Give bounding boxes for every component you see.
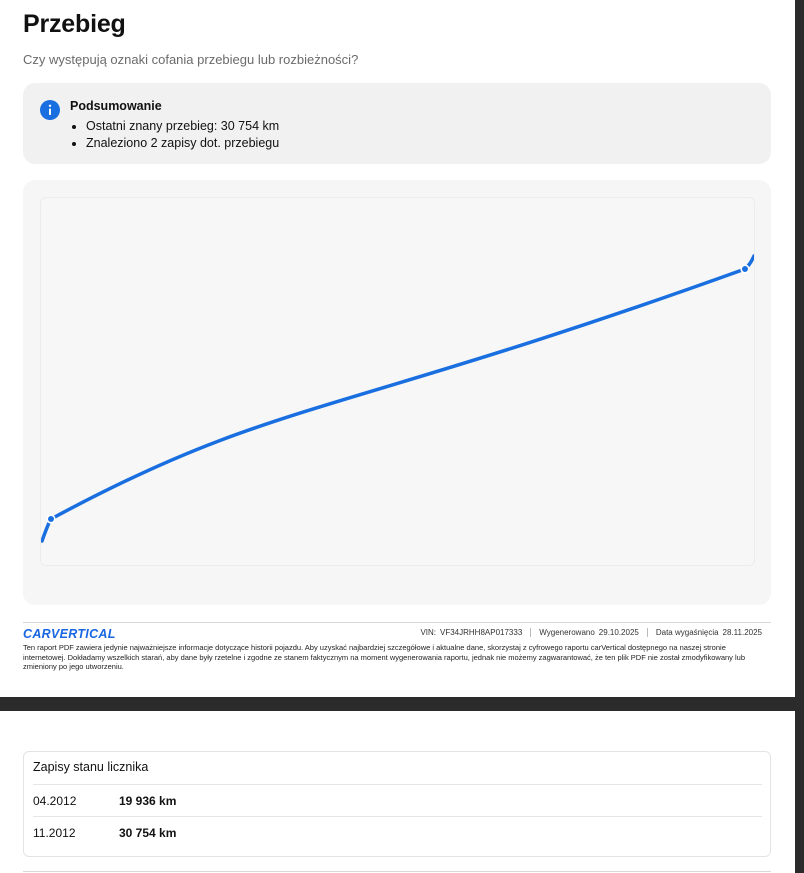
record-mileage: 30 754 km <box>119 826 177 840</box>
info-icon <box>40 100 60 120</box>
mileage-chart <box>41 198 754 565</box>
vin-label: VIN: <box>420 628 436 637</box>
summary-list <box>70 118 279 151</box>
expiry-date: 28.11.2025 <box>722 628 762 637</box>
page-title: Przebieg <box>23 10 126 38</box>
expiry-label: Data wygaśnięcia <box>655 628 719 637</box>
generated-info <box>531 628 648 637</box>
mileage-series-line <box>42 256 754 541</box>
record-mileage: 19 936 km <box>119 794 177 808</box>
record-date: 11.2012 <box>33 826 76 840</box>
report-meta <box>412 628 762 637</box>
page-bottom-divider <box>23 871 771 872</box>
generated-label: Wygenerowano <box>539 628 595 637</box>
summary-heading: Podsumowanie <box>70 99 162 113</box>
disclaimer-text: Ten raport PDF zawiera jedynie najważniejsze informacje dotyczące historii pojazdu. Aby uzyskać najbardziej szczegółowe i aktualne dane, skorzystaj z cyfrowego raportu carVertical dostępnego na naszej stronie internetowej. Dokładamy wszelkich starań, aby dane były rzetelne i zgodne ze stanem faktycznym na moment wygenerowania raportu, jednak nie możemy zagwarantować, że ten plik PDF nie został zmodyfikowany lub zmieniony po jego utworzeniu. <box>23 643 746 671</box>
vin-value: VF34JRHH8AP017333 <box>440 628 523 637</box>
summary-item-last-mileage: • Ostatni znany przebieg: 30 754 km <box>86 118 279 135</box>
records-heading: Zapisy stanu licznika <box>33 760 149 774</box>
table-row <box>33 785 762 817</box>
generated-date: 29.10.2025 <box>598 628 639 637</box>
odometer-records-table <box>23 751 771 857</box>
mileage-chart-card <box>23 180 771 605</box>
page-separator <box>0 697 795 711</box>
record-date: 04.2012 <box>33 794 77 808</box>
mileage-chart-area <box>40 197 755 566</box>
mileage-data-point[interactable] <box>741 265 749 273</box>
table-row <box>33 817 762 849</box>
mileage-data-point[interactable] <box>47 515 55 523</box>
page-subtitle: Czy występują oznaki cofania przebiegu lub rozbieżności? <box>23 52 359 67</box>
summary-box <box>23 83 771 164</box>
footer-divider <box>23 622 771 623</box>
carvertical-logo: CARVERTICAL <box>23 627 116 641</box>
vin-info <box>412 628 531 637</box>
viewer-scrollbar-edge <box>795 0 804 873</box>
summary-item-record-count: • Znaleziono 2 zapisy dot. przebiegu <box>86 135 279 152</box>
report-page-2 <box>0 711 795 873</box>
expiry-info <box>648 628 762 637</box>
